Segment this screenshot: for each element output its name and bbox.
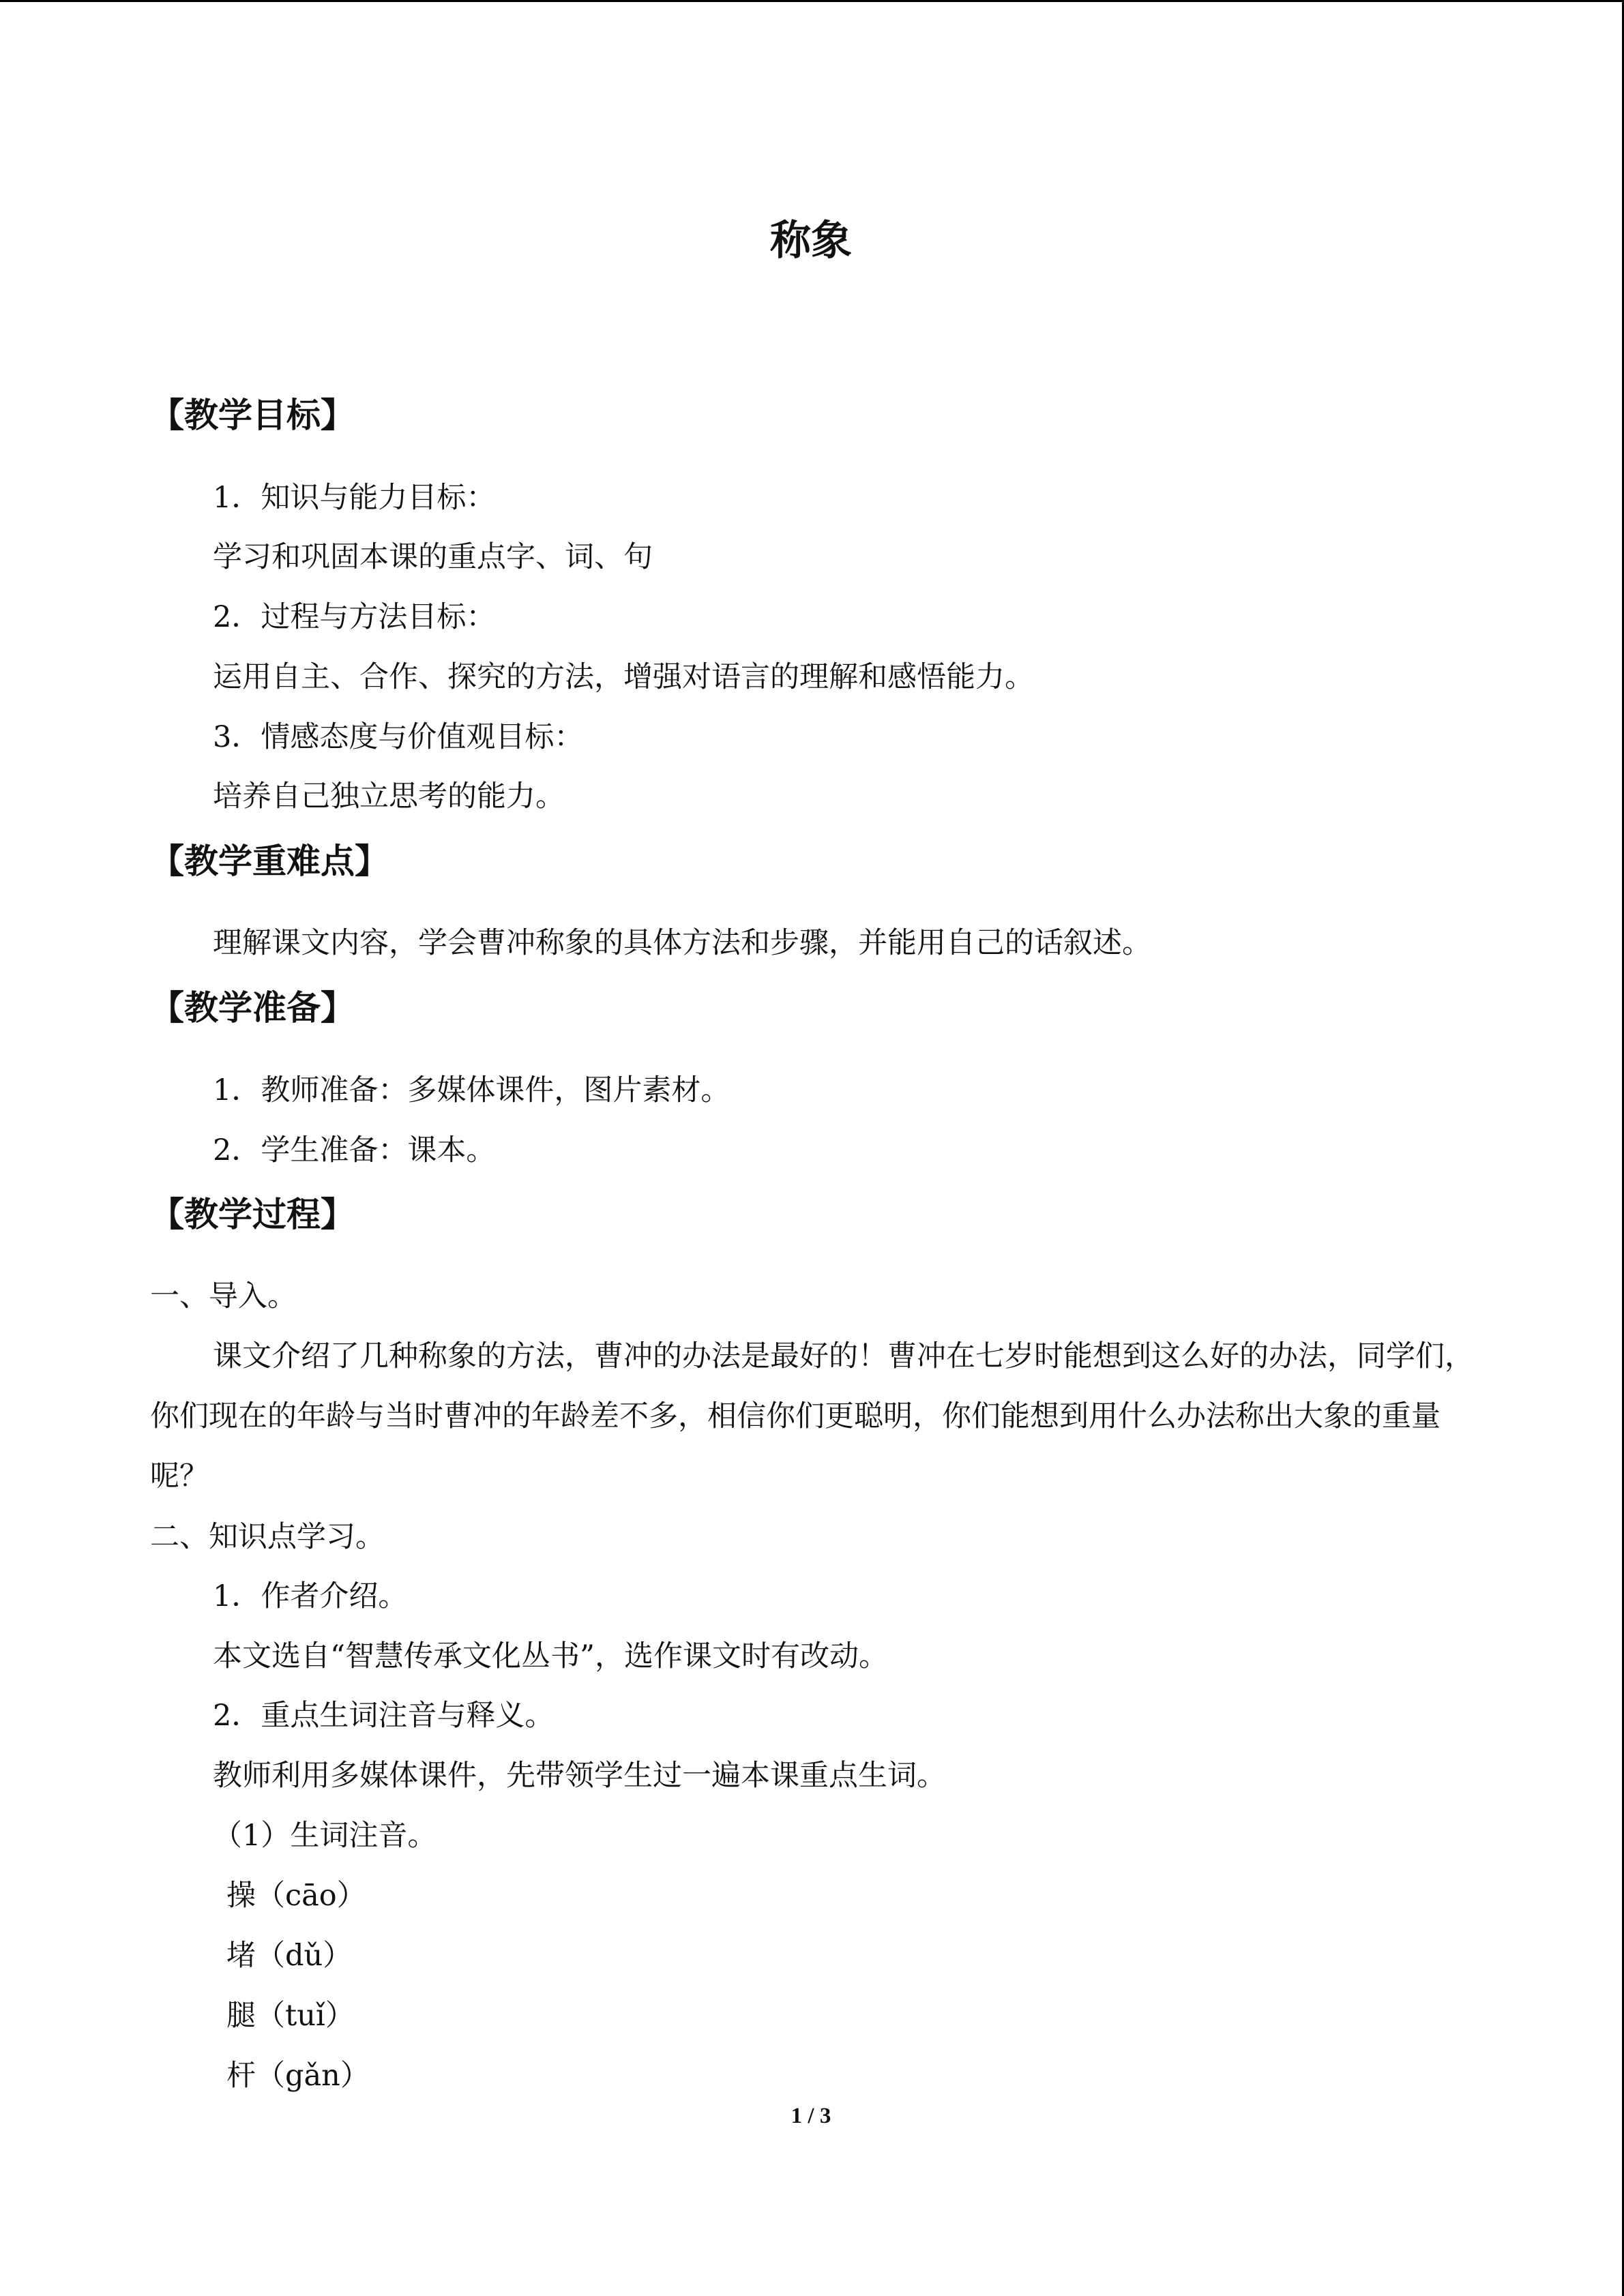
study-item: 本文选自“智慧传承文化丛书”，选作课文时有改动。 bbox=[213, 1639, 888, 1673]
objective-item: 运用自主、合作、探究的方法，增强对语言的理解和感悟能力。 bbox=[213, 660, 1034, 694]
section-heading-keypoints: 【教学重难点】 bbox=[150, 841, 389, 881]
page-number: 1 / 3 bbox=[791, 2104, 831, 2128]
section-heading-preparation: 【教学准备】 bbox=[150, 988, 355, 1028]
objective-item: 2．过程与方法目标： bbox=[213, 600, 496, 634]
keypoint-item: 理解课文内容，学会曹冲称象的具体方法和步骤，并能用自己的话叙述。 bbox=[213, 926, 1151, 960]
objective-item: 学习和巩固本课的重点字、词、句 bbox=[213, 540, 653, 574]
process-subheading-intro: 一、导入。 bbox=[150, 1279, 297, 1313]
pinyin-entry: 堵（dǔ） bbox=[226, 1939, 353, 1973]
section-heading-process: 【教学过程】 bbox=[150, 1195, 355, 1234]
study-item: 1．作者介绍。 bbox=[213, 1579, 408, 1613]
preparation-item: 2．学生准备：课本。 bbox=[213, 1133, 496, 1167]
section-heading-objectives: 【教学目标】 bbox=[150, 396, 355, 435]
objective-item: 培养自己独立思考的能力。 bbox=[213, 779, 565, 814]
study-item: 教师利用多媒体课件，先带领学生过一遍本课重点生词。 bbox=[213, 1759, 946, 1793]
study-item: （1）生词注音。 bbox=[213, 1819, 437, 1853]
process-subheading-study: 二、知识点学习。 bbox=[150, 1520, 385, 1554]
pinyin-entry: 腿（tuǐ） bbox=[226, 1999, 355, 2033]
preparation-item: 1．教师准备：多媒体课件，图片素材。 bbox=[213, 1073, 730, 1107]
pinyin-entry: 操（cāo） bbox=[226, 1879, 366, 1913]
study-item: 2．重点生词注音与释义。 bbox=[213, 1699, 555, 1733]
objective-item: 1．知识与能力目标： bbox=[213, 481, 496, 515]
objective-item: 3．情感态度与价值观目标： bbox=[213, 720, 584, 754]
process-intro-paragraph: 课文介绍了几种称象的方法，曹冲的办法是最好的！曹冲在七岁时能想到这么好的办法，同学们，你们现在的年龄与当时曹冲的年龄差不多，相信你们更聪明，你们能想到用什么办法称出大象的重量呢？ bbox=[150, 1339, 1474, 1493]
document-title: 称象 bbox=[770, 217, 852, 265]
pinyin-entry: 杆（gǎn） bbox=[226, 2059, 370, 2093]
